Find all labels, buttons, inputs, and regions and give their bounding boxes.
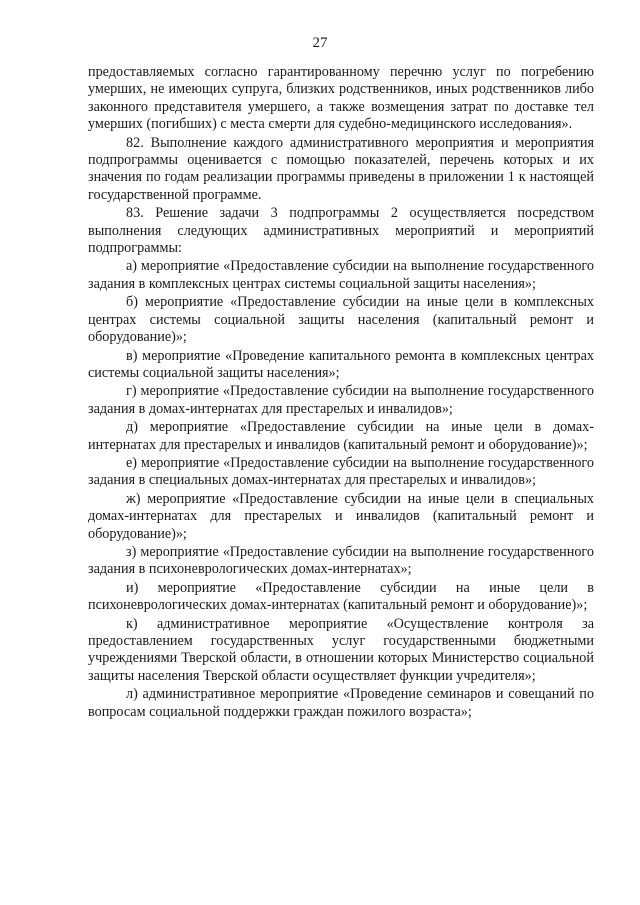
list-item-e: е) мероприятие «Предоставление субсидии на выполнение государственного задания в специальных домах-интернатах для престарелых и инвалидов»; [88, 454, 594, 489]
list-item-b: б) мероприятие «Предоставление субсидии на иные цели в комплексных центрах системы социальной защиты населения (капитальный ремонт и оборудование)»; [88, 294, 594, 346]
list-item-v: в) мероприятие «Проведение капитального ремонта в комплексных центрах системы социальной защиты населения»; [88, 347, 594, 381]
list-item-g: г) мероприятие «Предоставление субсидии на выполнение государственного задания в домах-интернатах для престарелых и инвалидов»; [88, 383, 594, 417]
list-item-d: д) мероприятие «Предоставление субсидии на иные цели в домах-интернатах для престарелых и инвалидов (капитальный ремонт и оборудование)»; [88, 419, 594, 453]
page-number: 27 [312, 35, 328, 51]
list-item-k: к) административное мероприятие «Осуществление контроля за предоставлением государственных услуг государственными бюджетными учреждениями Тверской области, в отношении которых Министерство социальной защиты населения Тверской области осуществляет функции учредителя»; [88, 615, 594, 684]
paragraph-83: 83. Решение задачи 3 подпрограммы 2 осуществляется посредством выполнения следующих административных мероприятий и мероприятий подпрограммы: [88, 205, 594, 257]
document-body [88, 64, 594, 722]
paragraph-82: 82. Выполнение каждого административного мероприятия и мероприятия подпрограммы оценивается с помощью показателей, перечень которых и их значения по годам реализации программы приведены в приложении 1 к настоящей государственной программе. [88, 134, 594, 203]
list-item-a: а) мероприятие «Предоставление субсидии на выполнение государственного задания в комплексных центрах системы социальной защиты населения»; [88, 258, 594, 292]
list-item-zh: ж) мероприятие «Предоставление субсидии на иные цели в специальных домах-интернатах для престарелых и инвалидов (капитальный ремонт и оборудование)»; [88, 490, 594, 542]
list-item-z: з) мероприятие «Предоставление субсидии на выполнение государственного задания в психоневрологических домах-интернатах»; [88, 543, 594, 578]
paragraph-continuation: предоставляемых согласно гарантированному перечню услуг по погребению умерших, не имеющих супруга, близких родственников, иных родственников либо законного представителя умершего, а также возмещения затрат по доставке тел умерших (погибших) с места смерти для судебно-медицинского исследования». [88, 64, 594, 133]
list-item-l: л) административное мероприятие «Проведение семинаров и совещаний по вопросам социальной поддержки граждан пожилого возраста»; [88, 686, 594, 720]
list-item-i: и) мероприятие «Предоставление субсидии на иные цели в психоневрологических домах-интернатах (капитальный ремонт и оборудование)»; [88, 579, 594, 614]
